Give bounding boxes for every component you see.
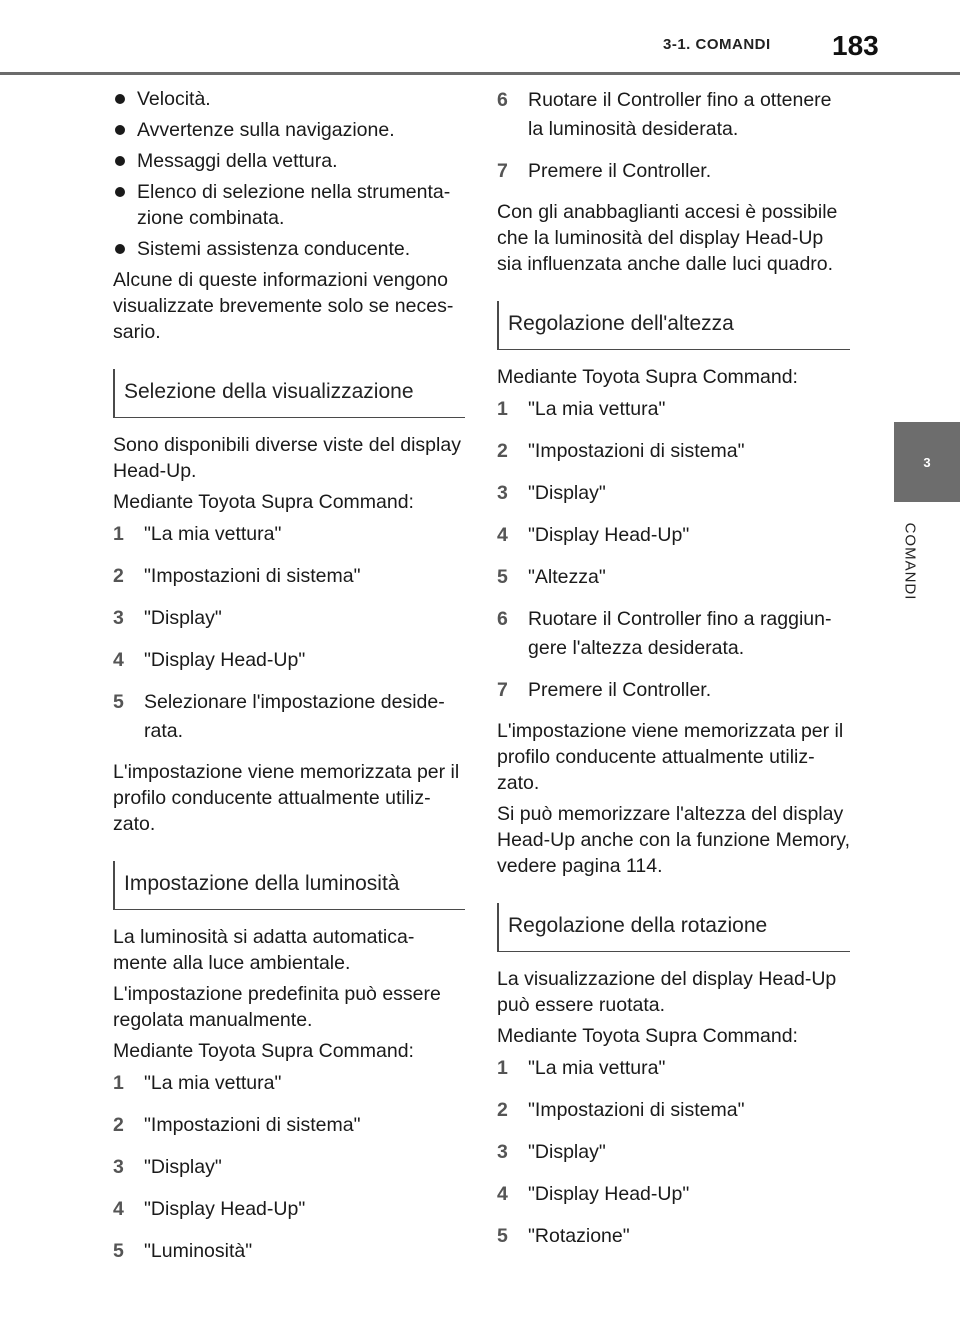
step-number: 2 bbox=[113, 565, 124, 587]
step-number: 3 bbox=[497, 482, 508, 504]
step-text: "Display Head-Up" bbox=[144, 1198, 306, 1220]
step-text: "La mia vettura" bbox=[144, 523, 282, 545]
step-text: "La mia vettura" bbox=[528, 1057, 666, 1079]
paragraph: Si può memorizzare l'altezza del display Head-Up anche con la funzione Memory, vedere pagina 114. bbox=[497, 803, 850, 877]
step-item bbox=[113, 562, 465, 591]
section-title-rotation: Regolazione della rotazione bbox=[497, 903, 850, 952]
step-text: "Impostazioni di sistema" bbox=[144, 565, 361, 587]
step-item bbox=[113, 1153, 465, 1182]
step-item bbox=[497, 563, 850, 592]
step-text: "Impostazioni di sistema" bbox=[528, 440, 745, 462]
paragraph: Mediante Toyota Supra Command: bbox=[113, 1040, 414, 1062]
bullet-item: Messaggi della vettura. bbox=[113, 148, 465, 174]
paragraph: Mediante Toyota Supra Command: bbox=[497, 1025, 798, 1047]
step-text: "Display" bbox=[528, 1141, 606, 1163]
step-item bbox=[497, 479, 850, 508]
step-text: "Display" bbox=[528, 482, 606, 504]
step-number: 1 bbox=[497, 398, 508, 420]
paragraph: La visualizzazione del display Head-Up può essere ruotata. bbox=[497, 968, 837, 1016]
step-number: 1 bbox=[497, 1057, 508, 1079]
step-item bbox=[497, 1180, 850, 1209]
step-item bbox=[497, 1138, 850, 1167]
step-text: Ruotare il Controller fino a ottenere la luminosità desiderata. bbox=[528, 89, 832, 140]
step-item bbox=[113, 1195, 465, 1224]
step-text: "Impostazioni di sistema" bbox=[144, 1114, 361, 1136]
bullet-item: Avvertenze sulla navigazione. bbox=[113, 117, 465, 143]
right-column bbox=[497, 86, 850, 1264]
step-number: 5 bbox=[497, 566, 508, 588]
header-divider bbox=[0, 72, 960, 75]
step-text: "Display Head-Up" bbox=[144, 649, 306, 671]
step-number: 2 bbox=[113, 1114, 124, 1136]
section-title-height: Regolazione dell'altezza bbox=[497, 301, 850, 350]
step-number: 2 bbox=[497, 440, 508, 462]
step-text: "Altezza" bbox=[528, 566, 606, 588]
paragraph: L'impostazione viene memorizzata per il profilo conducente attualmente utiliz-zato. bbox=[497, 720, 844, 794]
step-number: 1 bbox=[113, 1072, 124, 1094]
bullet-item: Elenco di selezione nella strumenta-zione combinata. bbox=[113, 179, 465, 231]
paragraph: L'impostazione viene memorizzata per il profilo conducente attualmente utiliz-zato. bbox=[113, 761, 460, 835]
step-text: Premere il Controller. bbox=[528, 679, 712, 701]
step-number: 4 bbox=[497, 1183, 508, 1205]
step-item bbox=[497, 605, 850, 663]
step-number: 7 bbox=[497, 160, 508, 182]
step-number: 6 bbox=[497, 608, 508, 630]
step-item bbox=[113, 604, 465, 633]
chapter-label bbox=[895, 516, 925, 606]
bullet-item: Sistemi assistenza conducente. bbox=[113, 236, 465, 262]
step-number: 5 bbox=[497, 1225, 508, 1247]
step-item bbox=[113, 646, 465, 675]
step-number: 1 bbox=[113, 523, 124, 545]
step-item bbox=[497, 1054, 850, 1083]
paragraph: Mediante Toyota Supra Command: bbox=[497, 366, 798, 388]
step-item bbox=[497, 437, 850, 466]
section-header: 3-1. COMANDI bbox=[663, 36, 771, 53]
step-item bbox=[497, 157, 850, 186]
paragraph: Con gli anabbaglianti accesi è possibile che la luminosità del display Head-Up sia influenzata anche dalle luci quadro. bbox=[497, 201, 838, 275]
step-number: 4 bbox=[113, 1198, 124, 1220]
paragraph: Alcune di queste informazioni vengono visualizzate brevemente solo se neces-sario. bbox=[113, 269, 454, 343]
paragraph: La luminosità si adatta automatica-mente alla luce ambientale. bbox=[113, 926, 415, 974]
paragraph: Mediante Toyota Supra Command: bbox=[113, 491, 414, 513]
chapter-label-text: COMANDI bbox=[901, 522, 919, 600]
step-item bbox=[113, 520, 465, 549]
chapter-tab: 3 bbox=[894, 422, 960, 502]
step-text: "Display" bbox=[144, 607, 222, 629]
step-text: Selezionare l'impostazione deside-rata. bbox=[144, 691, 445, 742]
paragraph: L'impostazione predefinita può essere regolata manualmente. bbox=[113, 983, 441, 1031]
step-number: 4 bbox=[497, 524, 508, 546]
section-title-brightness: Impostazione della luminosità bbox=[113, 861, 465, 910]
step-text: "Impostazioni di sistema" bbox=[528, 1099, 745, 1121]
step-item bbox=[497, 395, 850, 424]
left-column bbox=[113, 86, 465, 1279]
bullet-item: Velocità. bbox=[113, 86, 465, 112]
page-number: 183 bbox=[832, 30, 879, 61]
step-number: 3 bbox=[113, 607, 124, 629]
step-item bbox=[497, 86, 850, 144]
step-item bbox=[113, 688, 465, 746]
step-item bbox=[113, 1111, 465, 1140]
step-number: 3 bbox=[113, 1156, 124, 1178]
step-number: 7 bbox=[497, 679, 508, 701]
step-text: Ruotare il Controller fino a raggiun-gere l'altezza desiderata. bbox=[528, 608, 832, 659]
section-title-display-selection: Selezione della visualizzazione bbox=[113, 369, 465, 418]
step-number: 3 bbox=[497, 1141, 508, 1163]
step-number: 4 bbox=[113, 649, 124, 671]
step-number: 5 bbox=[113, 1240, 124, 1262]
step-text: "Display" bbox=[144, 1156, 222, 1178]
step-item bbox=[497, 1096, 850, 1125]
step-item bbox=[113, 1237, 465, 1266]
step-item bbox=[113, 1069, 465, 1098]
step-item bbox=[497, 676, 850, 705]
step-text: "La mia vettura" bbox=[528, 398, 666, 420]
step-text: "La mia vettura" bbox=[144, 1072, 282, 1094]
step-text: "Display Head-Up" bbox=[528, 1183, 690, 1205]
paragraph: Sono disponibili diverse viste del display Head-Up. bbox=[113, 434, 461, 482]
step-text: Premere il Controller. bbox=[528, 160, 712, 182]
step-item bbox=[497, 521, 850, 550]
step-text: "Rotazione" bbox=[528, 1225, 630, 1247]
step-number: 2 bbox=[497, 1099, 508, 1121]
step-item bbox=[497, 1222, 850, 1251]
step-text: "Luminosità" bbox=[144, 1240, 253, 1262]
step-number: 6 bbox=[497, 89, 508, 111]
step-number: 5 bbox=[113, 691, 124, 713]
step-text: "Display Head-Up" bbox=[528, 524, 690, 546]
